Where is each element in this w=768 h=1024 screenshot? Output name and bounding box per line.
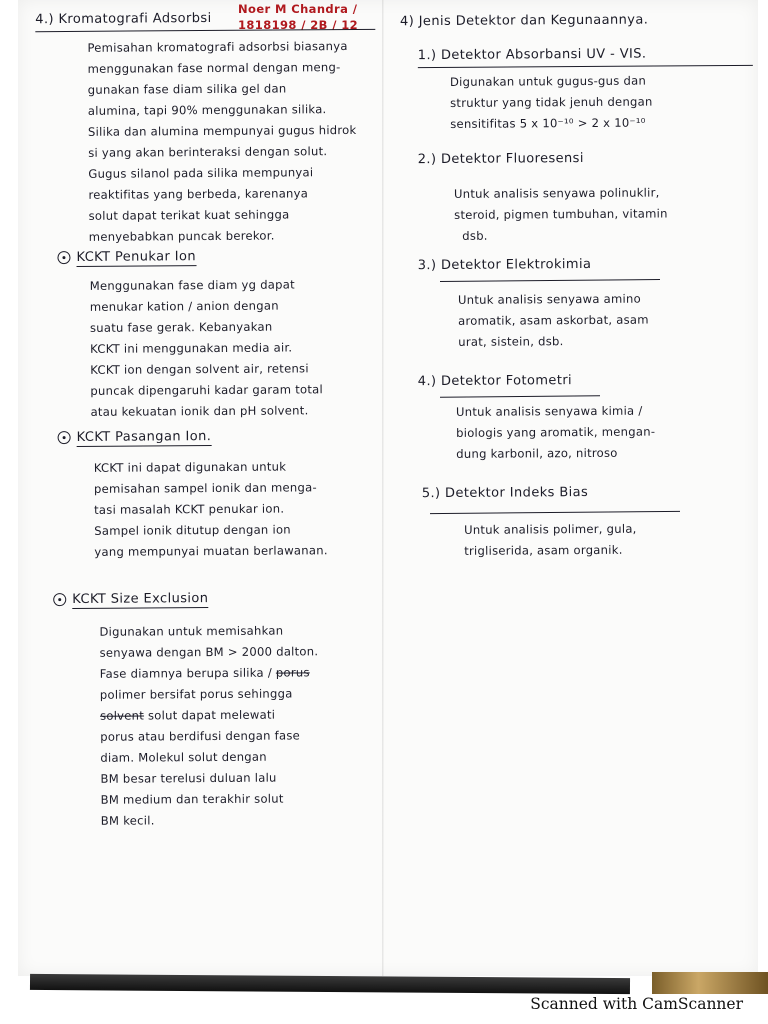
text-line: pemisahan sampel ionik dan menga- xyxy=(93,480,317,496)
text-line: tasi masalah KCKT penukar ion. xyxy=(94,501,285,517)
student-id: 1818198 / 2B / 12 xyxy=(238,18,358,32)
text-line: porus atau berdifusi dengan fase xyxy=(100,728,301,744)
section-title-size-exclusion: KCKT Size Exclusion xyxy=(72,591,209,608)
text-line: Menggunakan fase diam yg dapat xyxy=(89,277,295,293)
section-kckt-penukar-ion xyxy=(57,245,378,423)
section-kckt-pasangan-ion xyxy=(58,425,379,563)
right-column xyxy=(400,9,755,32)
section-title-jenis-detektor: 4) Jenis Detektor dan Kegunaannya. xyxy=(399,12,649,30)
detector-title: 2.) Detektor Fluoresensi xyxy=(417,151,584,168)
text-line: menyebabkan puncak berekor. xyxy=(88,228,275,244)
text-line: sensitifitas 5 x 10⁻¹⁰ > 2 x 10⁻¹⁰ xyxy=(450,115,646,131)
text-line: Digunakan untuk gugus-gus dan xyxy=(449,73,647,89)
text-line: senyawa dengan BM > 2000 dalton. xyxy=(99,644,319,660)
text-line: urat, sistein, dsb. xyxy=(458,334,564,349)
detector-fluoresensi xyxy=(418,147,754,247)
text-line: dung karbonil, azo, nitroso xyxy=(456,445,618,461)
detector-uv-vis xyxy=(418,43,754,135)
camscanner-watermark: Scanned with CamScanner xyxy=(530,995,743,1013)
author-name: Noer M Chandra / xyxy=(238,2,358,16)
text-line: si yang akan berinteraksi dengan solut. xyxy=(88,144,328,160)
text-line: steroid, pigmen tumbuhan, vitamin xyxy=(454,206,668,222)
section-title-pasangan-ion: KCKT Pasangan Ion. xyxy=(76,429,212,445)
text-line: Fase diamnya berupa silika / xyxy=(99,665,273,681)
text-line: puncak dipengaruhi kadar garam total xyxy=(90,382,323,398)
text-line: Untuk analisis senyawa polinuklir, xyxy=(453,185,660,201)
struck-word: porus xyxy=(275,665,310,680)
detector-title: 4.) Detektor Fotometri xyxy=(417,373,573,390)
text-line: diam. Molekul solut dengan xyxy=(100,749,267,765)
text-line: atau kekuatan ionik dan pH solvent. xyxy=(90,403,309,419)
text-line: menggunakan fase normal dengan meng- xyxy=(87,60,341,76)
section-body-pasangan-ion xyxy=(58,456,379,563)
text-line: gunakan fase diam silika gel dan xyxy=(87,81,287,97)
left-column xyxy=(35,7,377,248)
text-line: alumina, tapi 90% menggunakan silika. xyxy=(87,102,327,118)
detector-title: 3.) Detektor Elektrokimia xyxy=(417,256,592,274)
text-line: BM kecil. xyxy=(100,813,155,828)
section-body-adsorbsi xyxy=(35,36,376,248)
detector-indeks-bias xyxy=(422,481,758,562)
section-title-penukar-ion: KCKT Penukar Ion xyxy=(76,249,197,265)
section-kckt-size-exclusion xyxy=(53,587,379,832)
text-line: biologis yang aromatik, mengan- xyxy=(456,424,656,440)
section-title-adsorbsi: 4.) Kromatografi Adsorbsi xyxy=(35,7,375,32)
text-line: polimer bersifat porus sehingga xyxy=(99,686,293,702)
detector-fotometri xyxy=(418,369,754,465)
detector-elektrokimia xyxy=(418,253,754,353)
text-line: Untuk analisis senyawa kimia / xyxy=(455,403,643,419)
text-line: menukar kation / anion dengan xyxy=(89,298,279,314)
text-line: reaktifitas yang berbeda, karenanya xyxy=(88,186,309,202)
detector-title: 1.) Detektor Absorbansi UV - VIS. xyxy=(418,43,753,68)
bullet-circle-icon xyxy=(53,593,66,606)
text-line: aromatik, asam askorbat, asam xyxy=(458,312,649,328)
text-line: KCKT ion dengan solvent air, retensi xyxy=(90,361,309,377)
text-line: struktur yang tidak jenuh dengan xyxy=(450,94,653,110)
section-body-penukar-ion xyxy=(58,274,379,423)
text-line: Digunakan untuk memisahkan xyxy=(99,623,284,639)
text-line: solut dapat terikat kuat sehingga xyxy=(88,207,290,223)
bullet-circle-icon xyxy=(58,431,71,444)
text-line: solut dapat melewati xyxy=(147,707,276,723)
scan-background-strip xyxy=(652,972,768,994)
text-line: yang mempunyai muatan berlawanan. xyxy=(94,543,328,559)
text-line: Sampel ionik ditutup dengan ion xyxy=(94,522,291,538)
text-line: Gugus silanol pada silika mempunyai xyxy=(88,165,314,181)
text-line: BM medium dan terakhir solut xyxy=(100,791,284,807)
page-fold xyxy=(382,0,384,976)
section-body-size-exclusion xyxy=(53,620,378,832)
bullet-circle-icon xyxy=(57,251,70,264)
text-line: KCKT ini dapat digunakan untuk xyxy=(93,459,287,475)
text-line: Pemisahan kromatografi adsorbsi biasanya xyxy=(87,39,348,55)
text-line: Untuk analisis senyawa amino xyxy=(457,291,641,307)
text-line: trigliserida, asam organik. xyxy=(464,542,623,558)
struck-word: solvent xyxy=(99,708,145,723)
text-line: Untuk analisis polimer, gula, xyxy=(464,521,637,537)
scan-edge-band xyxy=(30,974,630,994)
text-line: suatu fase gerak. Kebanyakan xyxy=(89,319,273,335)
text-line: KCKT ini menggunakan media air. xyxy=(90,340,293,356)
detector-title: 5.) Detektor Indeks Bias xyxy=(421,485,589,502)
text-line: BM besar terelusi duluan lalu xyxy=(100,770,277,786)
text-line: Silika dan alumina mempunyai gugus hidrok xyxy=(87,122,357,139)
text-line: dsb. xyxy=(462,228,488,243)
